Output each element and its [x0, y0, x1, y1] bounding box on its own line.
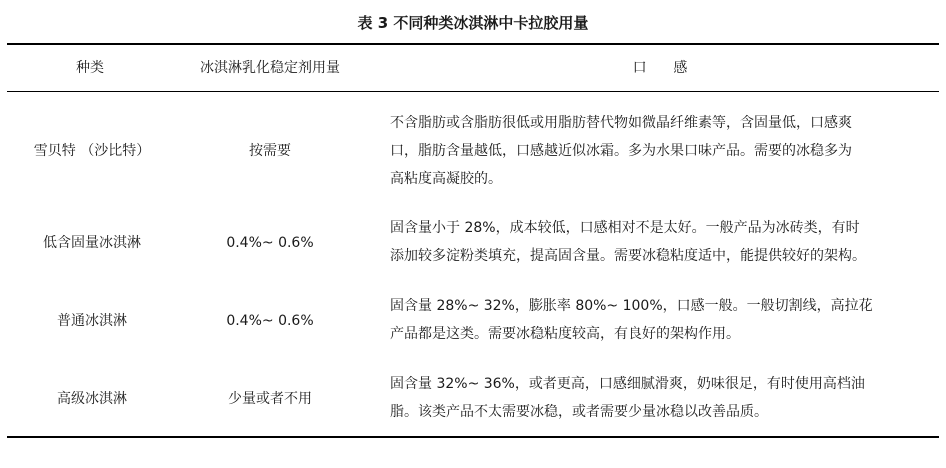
row-taste: [390, 109, 925, 193]
row-taste: [390, 370, 925, 426]
row-dosage: 按需要: [249, 143, 291, 159]
row-type: 普通冰淇淋: [57, 313, 127, 329]
header-dosage: 冰淇淋乳化稳定剂用量: [200, 60, 340, 76]
taste-line: 不含脂肪或含脂肪很低或用脂肪替代物如微晶纤维素等，含固量低，口感爽: [390, 115, 852, 131]
row-type: 雪贝特 （沙比特）: [33, 143, 151, 159]
header-rule: [7, 91, 939, 92]
taste-line: 固含量小于 28%，成本较低，口感相对不是太好。一般产品为冰砖类，有时: [390, 220, 860, 236]
row-dosage: 0.4%~ 0.6%: [226, 313, 314, 329]
taste-line: 产品都是这类。需要冰稳粘度较高，有良好的架构作用。: [390, 326, 740, 342]
header-taste: 口 感: [632, 60, 688, 76]
taste-line: 固含量 32%~ 36%，或者更高，口感细腻滑爽，奶味很足，有时使用高档油: [390, 376, 865, 392]
row-dosage: 少量或者不用: [228, 391, 312, 407]
taste-line: 脂。该类产品不太需要冰稳，或者需要少量冰稳以改善品质。: [390, 404, 768, 420]
taste-line: 口，脂肪含量越低，口感越近似冰霜。多为水果口味产品。需要的冰稳多为: [390, 143, 852, 159]
taste-line: 固含量 28%~ 32%，膨胀率 80%~ 100%，口感一般。一般切割线，高拉花: [390, 298, 873, 314]
table-title: 表 3 不同种类冰淇淋中卡拉胶用量: [357, 14, 589, 32]
taste-line: 添加较多淀粉类填充，提高固含量。需要冰稳粘度适中，能提供较好的架构。: [390, 248, 866, 264]
row-type: 低含固量冰淇淋: [43, 235, 141, 251]
row-type: 高级冰淇淋: [57, 391, 127, 407]
bottom-rule: [7, 436, 939, 438]
row-dosage: 0.4%~ 0.6%: [226, 235, 314, 251]
row-taste: [390, 292, 925, 348]
header-type: 种类: [76, 60, 104, 76]
taste-line: 高粘度高凝胶的。: [390, 171, 502, 187]
top-rule: [7, 43, 939, 45]
row-taste: [390, 214, 925, 270]
